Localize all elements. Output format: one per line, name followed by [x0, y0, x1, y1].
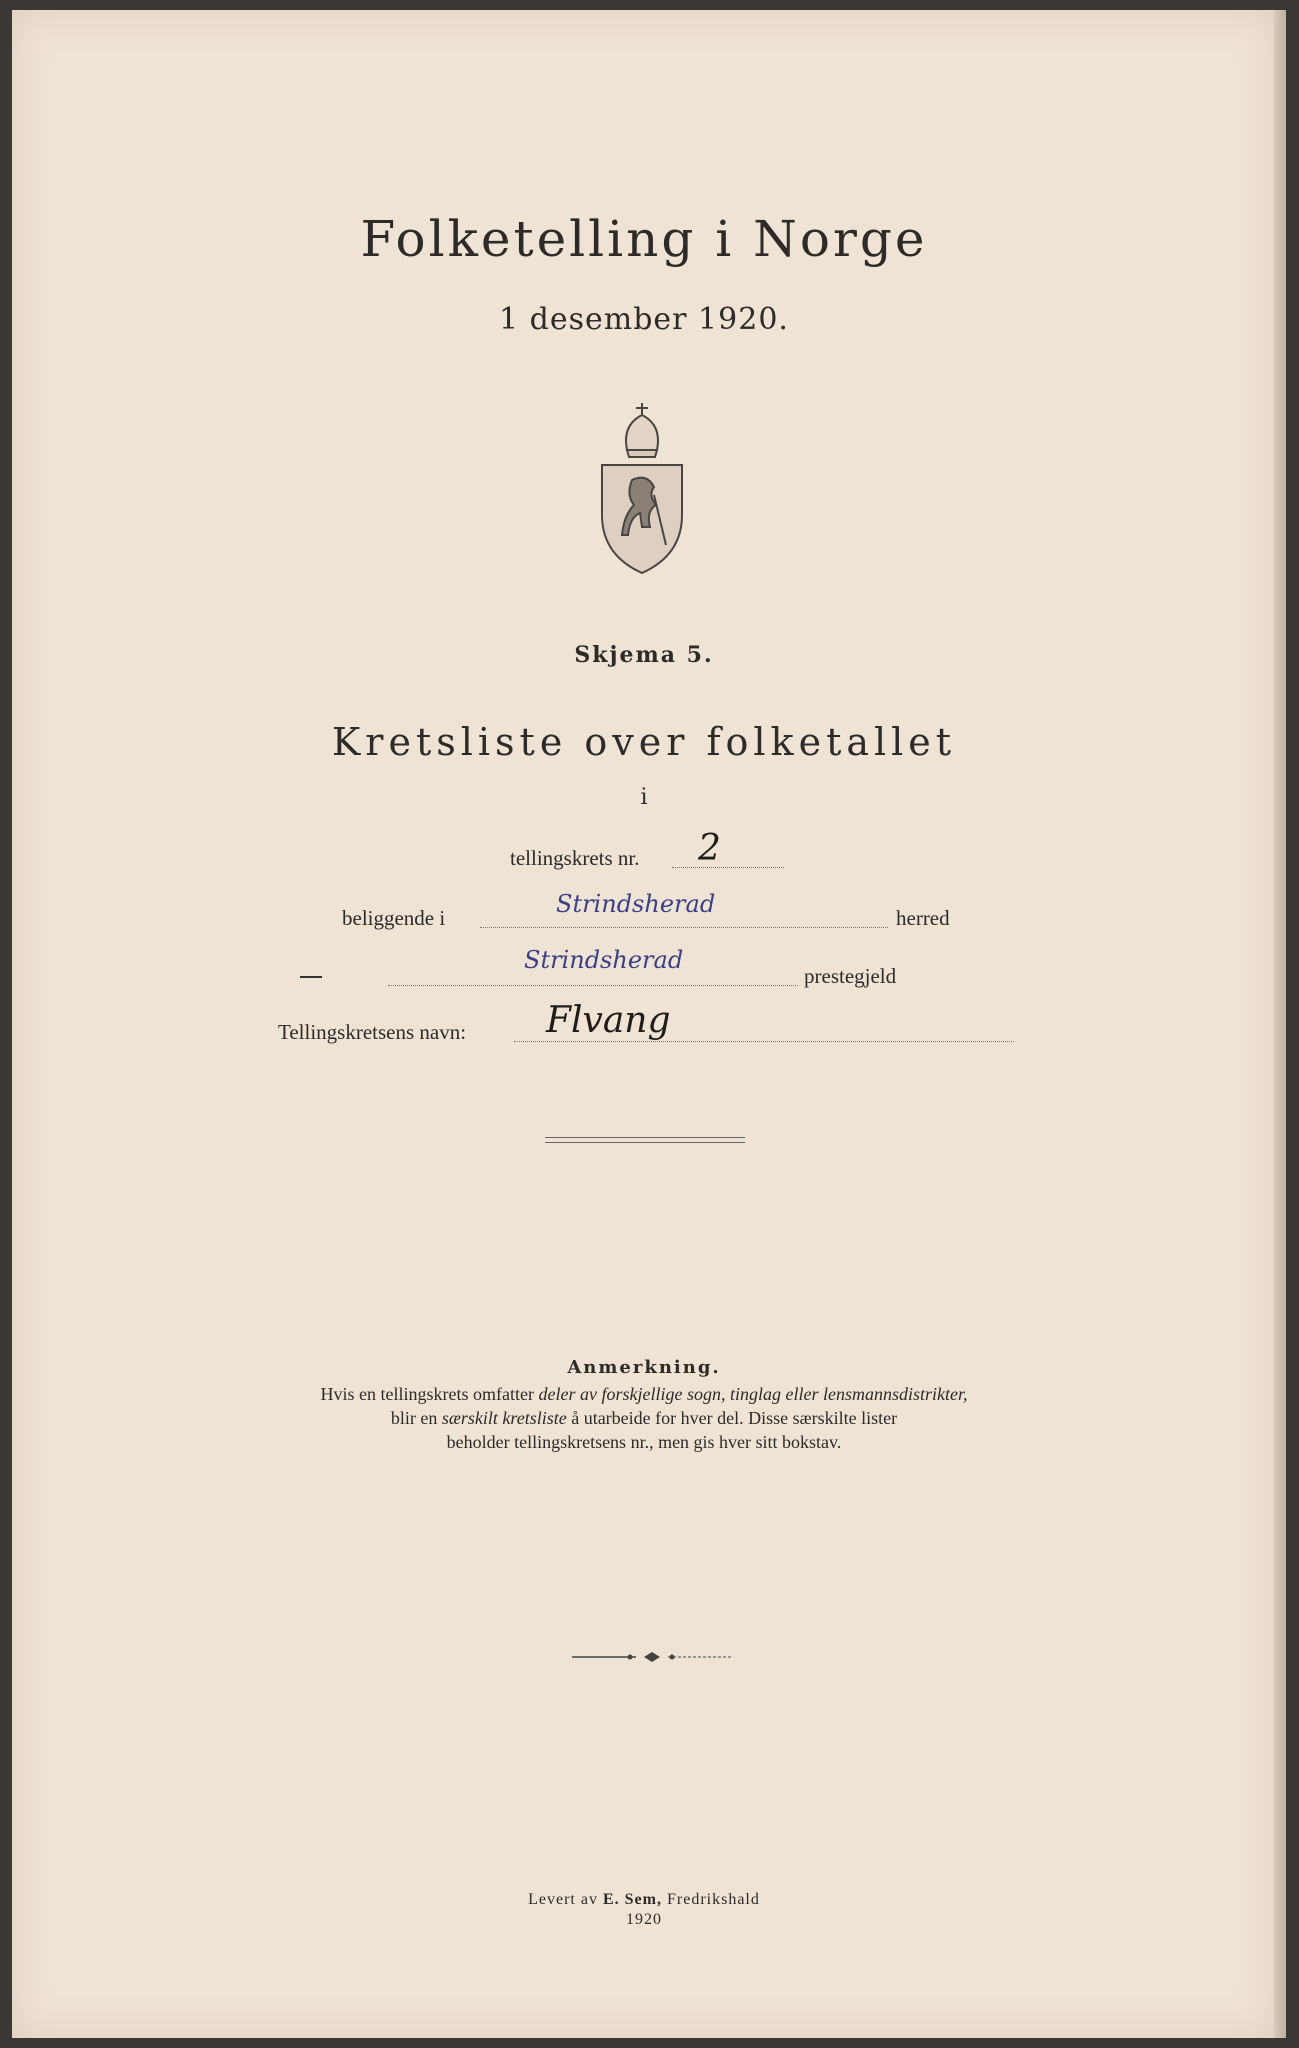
- district-number-line: [672, 867, 784, 868]
- printer-line: Levert av E. Sem, Fredrikshald: [528, 1891, 760, 1908]
- list-title-connector: i: [640, 785, 648, 810]
- municipality-suffix: herred: [896, 906, 950, 930]
- parish-suffix: prestegjeld: [804, 964, 897, 988]
- remark-line-2: blir en særskilt kretsliste å utarbeide for hver del. Disse særskilte lister: [390, 1408, 898, 1428]
- municipality-value: Strindsherad: [556, 890, 716, 918]
- parish-line: [388, 985, 798, 986]
- dash-mark: [300, 976, 322, 978]
- parish-value: Strindsherad: [524, 946, 684, 974]
- printer-imprint: [12, 1890, 1276, 1930]
- district-name-label: Tellingskretsens navn:: [278, 1020, 467, 1044]
- list-title: Kretsliste over folketallet: [331, 720, 957, 764]
- remark-line-3: beholder tellingskretsens nr., men gis hver sitt bokstav.: [446, 1432, 842, 1452]
- municipality-line: [480, 927, 888, 928]
- census-date: 1 desember 1920.: [499, 302, 789, 337]
- remark-text: [162, 1382, 1126, 1454]
- census-form-page: [12, 10, 1276, 2038]
- district-number-value: 2: [698, 828, 721, 869]
- district-name-value: Flvang: [546, 1000, 671, 1041]
- district-number-label: tellingskrets nr.: [510, 846, 640, 870]
- print-year: 1920: [626, 1911, 662, 1928]
- municipality-label: beliggende i: [342, 906, 446, 930]
- norwegian-coat-of-arms-icon: [592, 395, 692, 575]
- district-name-line: [514, 1041, 1014, 1042]
- remark-heading: Anmerkning.: [567, 1357, 721, 1378]
- schema-number: Skjema 5.: [574, 642, 714, 668]
- section-divider: [545, 1137, 745, 1143]
- remark-line-1: Hvis en tellingskrets omfatter deler av forskjellige sogn, tinglag eller lensmannsdistrikter,: [320, 1384, 968, 1404]
- ornament-icon: [572, 1650, 732, 1664]
- form-title: Folketelling i Norge: [360, 210, 928, 268]
